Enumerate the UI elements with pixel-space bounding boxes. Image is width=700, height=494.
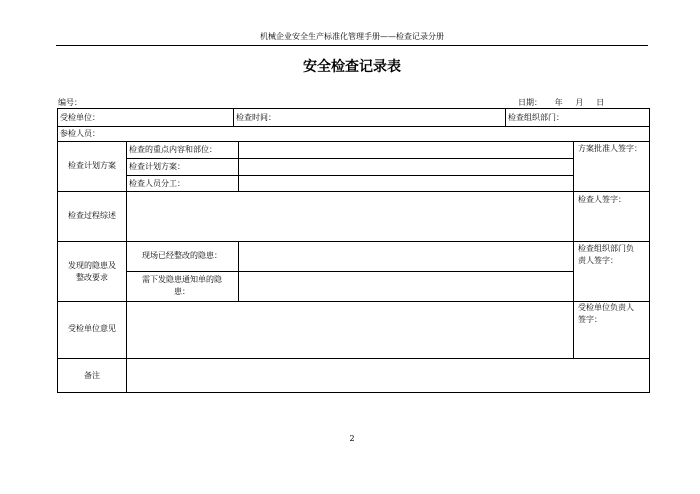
- row-divider: [58, 141, 649, 142]
- process-section-label: 检查过程综述: [68, 211, 116, 220]
- row-divider: [126, 175, 573, 176]
- running-header: 机械企业安全生产标准化管理手册——检查记录分册: [260, 32, 444, 41]
- column-divider: [505, 109, 506, 126]
- plan-row-plan: 检查计划方案：: [129, 162, 185, 171]
- row-divider: [58, 241, 649, 242]
- remarks-label: 备注: [84, 371, 100, 380]
- column-divider: [238, 241, 239, 301]
- rectified-hazards-label: 现场已经整改的隐患：: [142, 251, 222, 260]
- row-divider: [58, 191, 649, 192]
- column-divider: [573, 141, 574, 358]
- dept-head-signature-line: 责人签字：: [578, 256, 618, 265]
- inspected-unit-field: 受检单位：: [60, 113, 100, 122]
- hazard-section-label: [58, 260, 126, 284]
- dept-head-signature: [578, 243, 634, 267]
- plan-section-label: 检查计划方案: [68, 161, 116, 170]
- plan-row-division: 检查人员分工：: [129, 179, 185, 188]
- row-divider: [58, 126, 649, 127]
- plan-approver-signature: 方案批准人签字：: [578, 144, 642, 153]
- row-divider: [126, 271, 573, 272]
- notice-hazards-line: 需下发隐患通知单的隐: [142, 275, 222, 284]
- column-divider: [238, 141, 239, 191]
- hazard-label-line: 发现的隐患及: [68, 261, 116, 270]
- dept-head-signature-line: 检查组织部门负: [578, 244, 634, 253]
- participants-field: 参检人员：: [60, 129, 100, 138]
- header-divider: [56, 45, 648, 46]
- page-number: 2: [349, 434, 355, 443]
- date-label: 日期： 年 月 日: [518, 98, 605, 107]
- inspection-time-field: 检查时间：: [236, 113, 276, 122]
- inspector-signature: 检查人签字：: [578, 195, 626, 204]
- row-divider: [126, 158, 573, 159]
- unit-head-signature-line: 签字：: [578, 315, 602, 324]
- number-label: 编号：: [58, 98, 82, 107]
- notice-hazards-label: [126, 274, 238, 298]
- plan-row-key-content: 检查的重点内容和部位：: [129, 145, 217, 154]
- inspection-record-table: [57, 108, 650, 393]
- row-divider: [58, 301, 649, 302]
- opinion-section-label: 受检单位意见: [68, 324, 116, 333]
- column-divider: [233, 109, 234, 126]
- row-divider: [58, 358, 649, 359]
- unit-head-signature-line: 受检单位负责人: [578, 303, 634, 312]
- notice-hazards-line: 患：: [174, 287, 190, 296]
- unit-head-signature: [578, 302, 634, 326]
- organizing-dept-field: 检查组织部门：: [508, 113, 564, 122]
- column-divider: [126, 141, 127, 392]
- hazard-label-line: 整改要求: [76, 273, 108, 282]
- form-title: 安全检查记录表: [303, 59, 401, 75]
